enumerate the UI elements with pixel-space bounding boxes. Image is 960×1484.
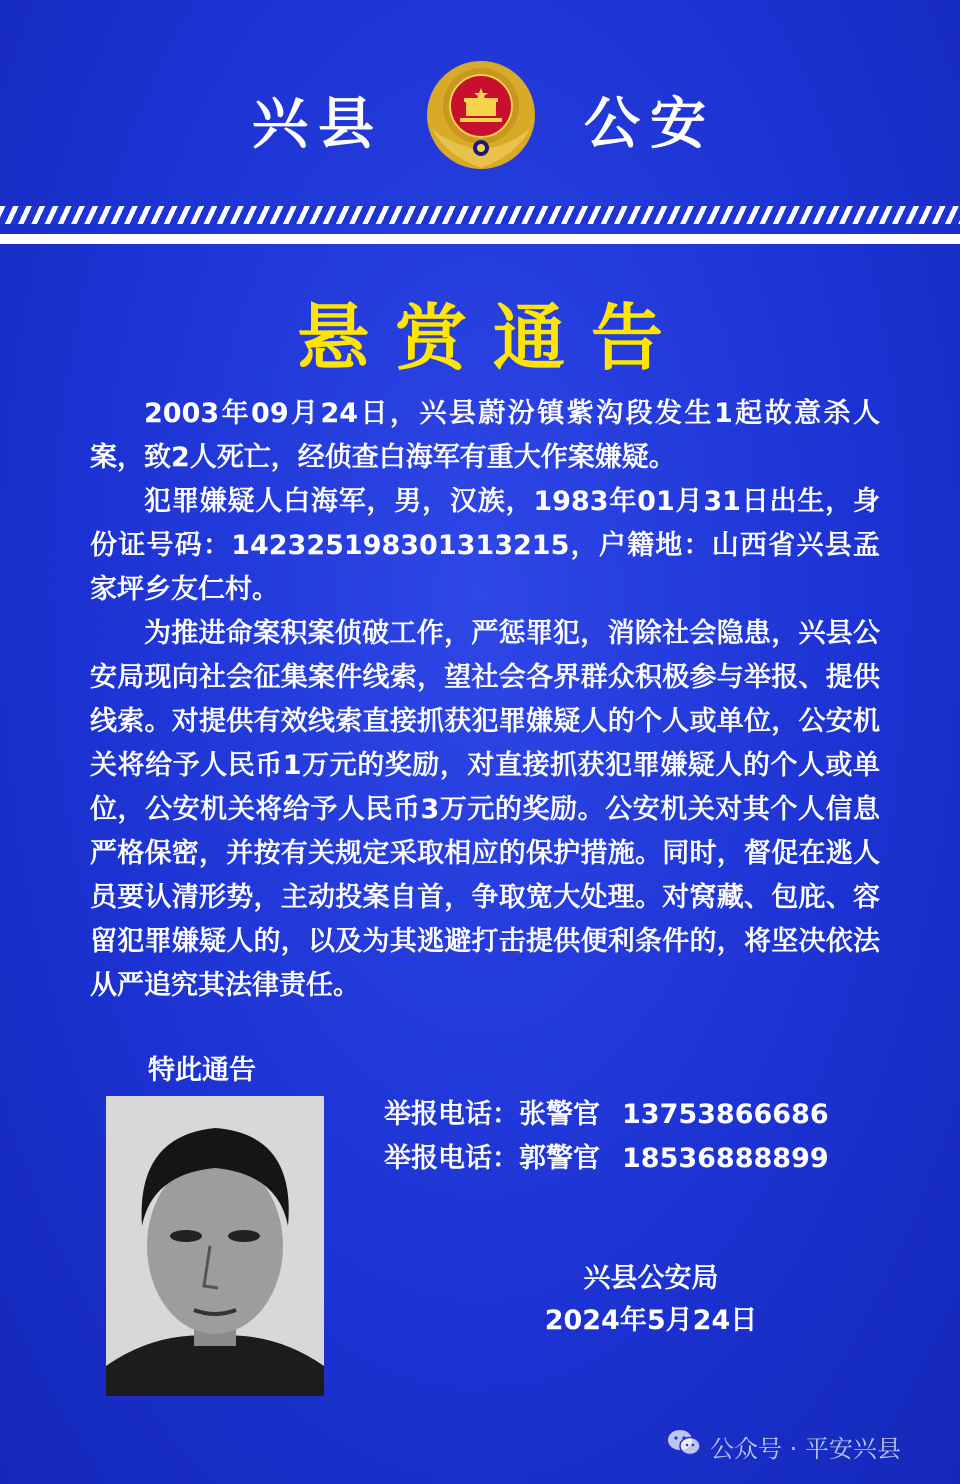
notice-body bbox=[90, 392, 880, 1008]
contact-name: 张警官 bbox=[519, 1099, 600, 1130]
contact-label: 举报电话： bbox=[384, 1099, 519, 1130]
police-emblem-icon bbox=[424, 58, 538, 172]
notice-title: 悬赏通告 bbox=[296, 295, 689, 380]
watermark bbox=[666, 1428, 901, 1464]
contact-name: 郭警官 bbox=[519, 1143, 600, 1174]
closing-text: 特此通告 bbox=[148, 1055, 256, 1086]
suspect-photo bbox=[106, 1096, 324, 1396]
contact-line bbox=[384, 1092, 829, 1131]
paragraph-suspect: 犯罪嫌疑人白海军，男，汉族，1983年01月31日出生，身份证号码：142325198301313215，户籍地：山西省兴县孟家坪乡友仁村。 bbox=[90, 486, 880, 605]
contact-label: 举报电话： bbox=[384, 1143, 519, 1174]
contact-phone[interactable]: 18536888899 bbox=[622, 1143, 829, 1174]
contact-phone[interactable]: 13753866686 bbox=[622, 1099, 829, 1130]
paragraph-case: 2003年09月24日，兴县蔚汾镇紫沟段发生1起故意杀人案，致2人死亡，经侦查白海军有重大作案嫌疑。 bbox=[90, 398, 880, 473]
contact-line bbox=[384, 1136, 829, 1175]
header-right-text: 公安 bbox=[584, 91, 716, 157]
watermark-text: 公众号 · 平安兴县 bbox=[710, 1434, 901, 1463]
header-left-text: 兴县 bbox=[252, 91, 384, 157]
divider-line bbox=[0, 234, 960, 244]
poster-header bbox=[0, 0, 960, 200]
issuing-agency: 兴县公安局 bbox=[583, 1263, 719, 1294]
wechat-icon bbox=[666, 1428, 702, 1464]
decorative-stripe-band bbox=[0, 206, 960, 224]
paragraph-reward: 为推进命案积案侦破工作，严惩罪犯，消除社会隐患，兴县公安局现向社会征集案件线索，望社会各界群众积极参与举报、提供线索。对提供有效线索直接抓获犯罪嫌疑人的个人或单位，公安机关将给予人民币1万元的奖励，对直接抓获犯罪嫌疑人的个人或单位，公安机关将给予人民币3万元的奖励。公安机关对其个人信息严格保密，并按有关规定采取相应的保护措施。同时，督促在逃人员要认清形势，主动投案自首，争取宽大处理。对窝藏、包庇、容留犯罪嫌疑人的，以及为其逃避打击提供便利条件的，将坚决依法从严追究其法律责任。 bbox=[90, 618, 880, 1001]
issue-date: 2024年5月24日 bbox=[544, 1305, 758, 1336]
